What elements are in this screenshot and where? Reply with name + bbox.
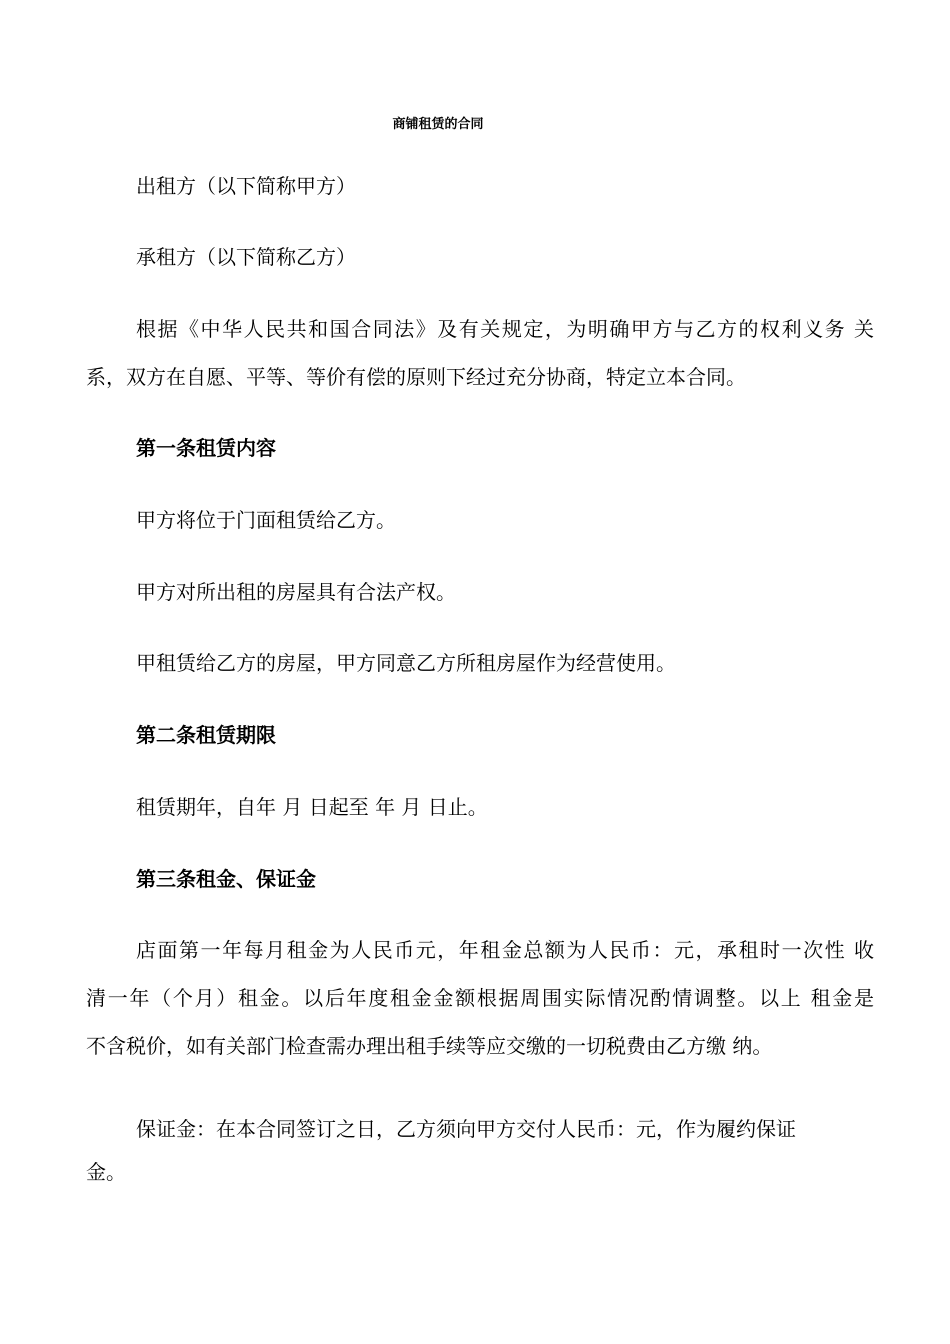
preamble-line-1: 根据《中华人民共和国合同法》及有关规定，为明确甲方与乙方的权利义务 关 [136,317,874,341]
article-1-line-3: 甲租赁给乙方的房屋，甲方同意乙方所租房屋作为经营使用。 [136,651,676,675]
lessee-line: 承租方（以下简称乙方） [136,245,356,269]
document-title: 商铺租赁的合同 [392,117,484,132]
article-1-line-2: 甲方对所出租的房屋具有合法产权。 [136,580,456,604]
article-2-heading: 第二条租赁期限 [136,723,276,747]
article-1-line-1: 甲方将位于门面租赁给乙方。 [136,508,396,532]
rent-line-3: 不含税价，如有关部门检查需办理出租手续等应交缴的一切税费由乙方缴 纳。 [86,1034,773,1058]
lessor-line: 出租方（以下简称甲方） [136,174,356,198]
preamble-line-2: 系，双方在自愿、平等、等价有偿的原则下经过充分协商，特定立本合同。 [86,365,746,389]
article-2-line-1: 租赁期年，自年 月 日起至 年 月 日止。 [136,795,488,819]
deposit-line-1: 保证金：在本合同签订之日，乙方须向甲方交付人民币：元，作为履约保证 [136,1117,796,1141]
deposit-line-2: 金。 [86,1160,126,1184]
article-1-heading: 第一条租赁内容 [136,436,276,460]
article-3-heading: 第三条租金、保证金 [136,867,316,891]
rent-line-1: 店面第一年每月租金为人民币元，年租金总额为人民币：元，承租时一次性 收 [136,938,874,962]
rent-line-2: 清一年（个月）租金。以后年度租金金额根据周围实际情况酌情调整。以上 租金是 [86,986,874,1010]
